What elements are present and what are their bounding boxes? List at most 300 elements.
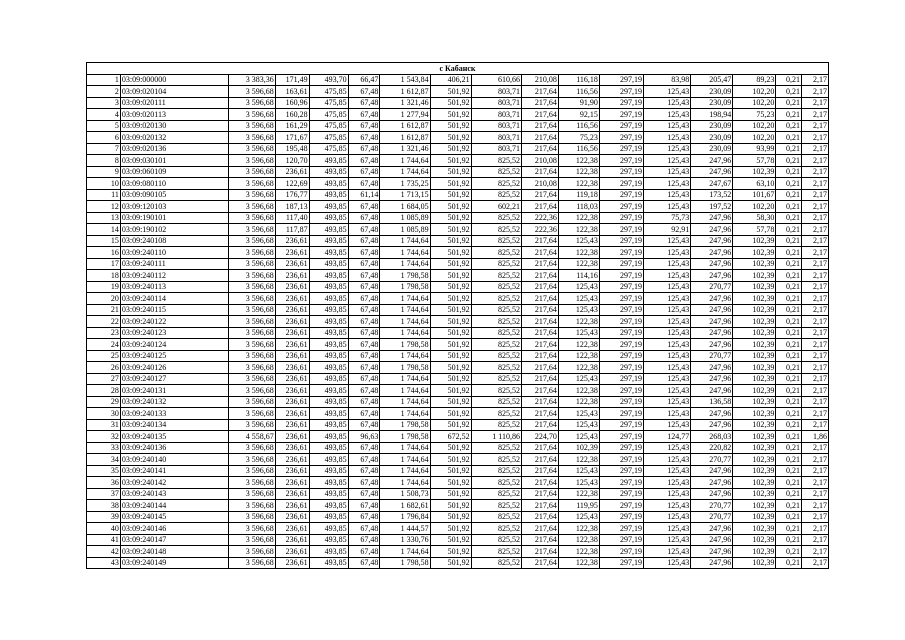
- value-cell: 825,52: [471, 500, 521, 512]
- table-row: [87, 396, 829, 408]
- value-cell: 501,92: [430, 488, 471, 500]
- cadastral-code-cell: 03:09:240131: [120, 385, 228, 397]
- value-cell: 67,48: [348, 442, 380, 454]
- value-cell: 247,96: [691, 373, 733, 385]
- value-cell: 217,64: [521, 304, 558, 316]
- value-cell: 236,61: [275, 500, 309, 512]
- value-cell: 0,21: [776, 419, 802, 431]
- value-cell: 0,21: [776, 143, 802, 155]
- value-cell: 195,48: [275, 143, 309, 155]
- value-cell: 67,48: [348, 488, 380, 500]
- value-cell: 297,19: [599, 362, 643, 374]
- table-row: [87, 201, 829, 213]
- value-cell: 3 596,68: [228, 500, 275, 512]
- value-cell: 125,43: [644, 350, 691, 362]
- value-cell: 102,39: [733, 373, 776, 385]
- value-cell: 493,85: [309, 396, 348, 408]
- table-row: [87, 120, 829, 132]
- value-cell: 236,61: [275, 258, 309, 270]
- value-cell: 217,64: [521, 557, 558, 569]
- value-cell: 493,85: [309, 546, 348, 558]
- value-cell: 2,17: [801, 212, 828, 224]
- cadastral-code-cell: 03:09:240114: [120, 293, 228, 305]
- table-row: [87, 281, 829, 293]
- value-cell: 2,17: [801, 408, 828, 420]
- value-cell: 297,19: [599, 201, 643, 213]
- value-cell: 102,39: [733, 316, 776, 328]
- value-cell: 236,61: [275, 419, 309, 431]
- value-cell: 247,96: [691, 488, 733, 500]
- value-cell: 3 596,68: [228, 396, 275, 408]
- value-cell: 67,48: [348, 247, 380, 259]
- table-body: [87, 74, 829, 569]
- row-number-cell: 26: [87, 362, 121, 374]
- cadastral-code-cell: 03:09:240112: [120, 270, 228, 282]
- value-cell: 297,19: [599, 465, 643, 477]
- value-cell: 2,17: [801, 500, 828, 512]
- value-cell: 2,17: [801, 465, 828, 477]
- value-cell: 67,48: [348, 97, 380, 109]
- value-cell: 493,85: [309, 442, 348, 454]
- value-cell: 67,48: [348, 500, 380, 512]
- row-number-cell: 38: [87, 500, 121, 512]
- cadastral-code-cell: 03:09:240146: [120, 523, 228, 535]
- value-cell: 0,21: [776, 270, 802, 282]
- value-cell: 236,61: [275, 166, 309, 178]
- table-row: [87, 212, 829, 224]
- value-cell: 247,96: [691, 385, 733, 397]
- value-cell: 3 596,68: [228, 385, 275, 397]
- cadastral-code-cell: 03:09:020111: [120, 97, 228, 109]
- value-cell: 3 596,68: [228, 189, 275, 201]
- value-cell: 2,17: [801, 339, 828, 351]
- value-cell: 493,85: [309, 235, 348, 247]
- value-cell: 1 744,64: [380, 454, 430, 466]
- table-row: [87, 235, 829, 247]
- value-cell: 217,64: [521, 327, 558, 339]
- value-cell: 0,21: [776, 304, 802, 316]
- value-cell: 236,61: [275, 281, 309, 293]
- value-cell: 125,43: [558, 293, 599, 305]
- value-cell: 67,48: [348, 477, 380, 489]
- value-cell: 1 330,76: [380, 534, 430, 546]
- value-cell: 2,17: [801, 258, 828, 270]
- value-cell: 2,17: [801, 327, 828, 339]
- value-cell: 1 543,84: [380, 74, 430, 86]
- value-cell: 125,43: [644, 258, 691, 270]
- value-cell: 236,61: [275, 557, 309, 569]
- value-cell: 224,70: [521, 431, 558, 443]
- value-cell: 297,19: [599, 155, 643, 167]
- value-cell: 125,43: [644, 201, 691, 213]
- value-cell: 236,61: [275, 235, 309, 247]
- table-row: [87, 327, 829, 339]
- row-number-cell: 43: [87, 557, 121, 569]
- value-cell: 1 744,64: [380, 327, 430, 339]
- value-cell: 124,77: [644, 431, 691, 443]
- value-cell: 2,17: [801, 350, 828, 362]
- table-row: [87, 166, 829, 178]
- value-cell: 1 744,64: [380, 373, 430, 385]
- value-cell: 0,21: [776, 224, 802, 236]
- value-cell: 3 596,68: [228, 97, 275, 109]
- value-cell: 501,92: [430, 155, 471, 167]
- value-cell: 501,92: [430, 120, 471, 132]
- value-cell: 825,52: [471, 523, 521, 535]
- value-cell: 1 321,46: [380, 97, 430, 109]
- value-cell: 0,21: [776, 557, 802, 569]
- value-cell: 102,39: [733, 477, 776, 489]
- value-cell: 3 596,68: [228, 557, 275, 569]
- value-cell: 2,17: [801, 454, 828, 466]
- value-cell: 125,43: [558, 327, 599, 339]
- value-cell: 825,52: [471, 557, 521, 569]
- value-cell: 125,43: [644, 247, 691, 259]
- value-cell: 2,17: [801, 270, 828, 282]
- table-row: [87, 304, 829, 316]
- row-number-cell: 10: [87, 178, 121, 190]
- value-cell: 236,61: [275, 350, 309, 362]
- value-cell: 217,64: [521, 316, 558, 328]
- value-cell: 119,95: [558, 500, 599, 512]
- value-cell: 297,19: [599, 86, 643, 98]
- value-cell: 2,17: [801, 385, 828, 397]
- value-cell: 247,96: [691, 546, 733, 558]
- value-cell: 501,92: [430, 224, 471, 236]
- value-cell: 217,64: [521, 442, 558, 454]
- value-cell: 118,03: [558, 201, 599, 213]
- value-cell: 236,61: [275, 327, 309, 339]
- value-cell: 493,85: [309, 523, 348, 535]
- value-cell: 0,21: [776, 454, 802, 466]
- value-cell: 125,43: [644, 534, 691, 546]
- value-cell: 67,48: [348, 212, 380, 224]
- value-cell: 66,47: [348, 74, 380, 86]
- table-row: [87, 224, 829, 236]
- value-cell: 825,52: [471, 350, 521, 362]
- value-cell: 125,43: [644, 293, 691, 305]
- cadastral-code-cell: 03:09:080110: [120, 178, 228, 190]
- value-cell: 125,43: [644, 373, 691, 385]
- value-cell: 297,19: [599, 143, 643, 155]
- table-title-row: [87, 63, 829, 75]
- cadastral-code-cell: 03:09:190101: [120, 212, 228, 224]
- value-cell: 125,43: [644, 442, 691, 454]
- value-cell: 247,96: [691, 235, 733, 247]
- value-cell: 102,39: [733, 500, 776, 512]
- value-cell: 236,61: [275, 247, 309, 259]
- value-cell: 803,71: [471, 109, 521, 121]
- value-cell: 2,17: [801, 293, 828, 305]
- value-cell: 230,09: [691, 86, 733, 98]
- value-cell: 825,52: [471, 178, 521, 190]
- row-number-cell: 35: [87, 465, 121, 477]
- cadastral-code-cell: 03:09:120103: [120, 201, 228, 213]
- cadastral-code-cell: 03:09:030101: [120, 155, 228, 167]
- value-cell: 1 612,87: [380, 120, 430, 132]
- value-cell: 125,43: [558, 304, 599, 316]
- value-cell: 501,92: [430, 396, 471, 408]
- value-cell: 125,43: [644, 316, 691, 328]
- value-cell: 297,19: [599, 178, 643, 190]
- value-cell: 102,20: [733, 201, 776, 213]
- value-cell: 217,64: [521, 465, 558, 477]
- row-number-cell: 23: [87, 327, 121, 339]
- value-cell: 236,61: [275, 385, 309, 397]
- value-cell: 3 596,68: [228, 201, 275, 213]
- value-cell: 2,17: [801, 74, 828, 86]
- value-cell: 0,21: [776, 155, 802, 167]
- value-cell: 67,48: [348, 258, 380, 270]
- value-cell: 493,85: [309, 212, 348, 224]
- value-cell: 1 744,64: [380, 316, 430, 328]
- cadastral-code-cell: 03:09:240111: [120, 258, 228, 270]
- value-cell: 125,43: [644, 511, 691, 523]
- value-cell: 3 596,68: [228, 281, 275, 293]
- value-cell: 171,49: [275, 74, 309, 86]
- value-cell: 501,92: [430, 454, 471, 466]
- value-cell: 247,96: [691, 270, 733, 282]
- value-cell: 102,39: [733, 235, 776, 247]
- row-number-cell: 6: [87, 132, 121, 144]
- row-number-cell: 40: [87, 523, 121, 535]
- table-row: [87, 557, 829, 569]
- value-cell: 122,38: [558, 362, 599, 374]
- value-cell: 825,52: [471, 385, 521, 397]
- value-cell: 122,69: [275, 178, 309, 190]
- value-cell: 0,21: [776, 488, 802, 500]
- value-cell: 102,39: [733, 350, 776, 362]
- value-cell: 67,48: [348, 166, 380, 178]
- value-cell: 493,85: [309, 431, 348, 443]
- value-cell: 173,52: [691, 189, 733, 201]
- value-cell: 501,92: [430, 419, 471, 431]
- value-cell: 501,92: [430, 270, 471, 282]
- cadastral-code-cell: 03:09:240147: [120, 534, 228, 546]
- value-cell: 122,38: [558, 166, 599, 178]
- cadastral-code-cell: 03:09:060109: [120, 166, 228, 178]
- value-cell: 2,17: [801, 86, 828, 98]
- value-cell: 122,38: [558, 247, 599, 259]
- value-cell: 102,39: [733, 362, 776, 374]
- value-cell: 67,48: [348, 419, 380, 431]
- row-number-cell: 21: [87, 304, 121, 316]
- table-row: [87, 454, 829, 466]
- value-cell: 217,64: [521, 97, 558, 109]
- value-cell: 0,21: [776, 235, 802, 247]
- value-cell: 217,64: [521, 396, 558, 408]
- cadastral-code-cell: 03:09:240145: [120, 511, 228, 523]
- value-cell: 501,92: [430, 373, 471, 385]
- value-cell: 825,52: [471, 488, 521, 500]
- value-cell: 217,64: [521, 270, 558, 282]
- value-cell: 236,61: [275, 488, 309, 500]
- row-number-cell: 29: [87, 396, 121, 408]
- value-cell: 0,21: [776, 327, 802, 339]
- value-cell: 67,48: [348, 339, 380, 351]
- table-row: [87, 477, 829, 489]
- value-cell: 236,61: [275, 442, 309, 454]
- value-cell: 297,19: [599, 442, 643, 454]
- value-cell: 1 798,58: [380, 270, 430, 282]
- value-cell: 247,67: [691, 178, 733, 190]
- value-cell: 297,19: [599, 247, 643, 259]
- value-cell: 501,92: [430, 235, 471, 247]
- value-cell: 297,19: [599, 189, 643, 201]
- cadastral-code-cell: 03:09:240126: [120, 362, 228, 374]
- value-cell: 1 798,58: [380, 557, 430, 569]
- value-cell: 3 596,68: [228, 465, 275, 477]
- table-row: [87, 523, 829, 535]
- value-cell: 102,39: [733, 258, 776, 270]
- value-cell: 125,43: [644, 120, 691, 132]
- value-cell: 102,39: [733, 166, 776, 178]
- value-cell: 125,43: [558, 419, 599, 431]
- value-cell: 825,52: [471, 247, 521, 259]
- table-row: [87, 258, 829, 270]
- value-cell: 236,61: [275, 304, 309, 316]
- cadastral-code-cell: 03:09:240133: [120, 408, 228, 420]
- value-cell: 217,64: [521, 385, 558, 397]
- value-cell: 125,43: [644, 304, 691, 316]
- value-cell: 493,70: [309, 74, 348, 86]
- row-number-cell: 3: [87, 97, 121, 109]
- table-row: [87, 132, 829, 144]
- value-cell: 501,92: [430, 132, 471, 144]
- table-row: [87, 350, 829, 362]
- value-cell: 501,92: [430, 304, 471, 316]
- value-cell: 102,39: [733, 523, 776, 535]
- value-cell: 187,13: [275, 201, 309, 213]
- row-number-cell: 25: [87, 350, 121, 362]
- value-cell: 2,17: [801, 523, 828, 535]
- value-cell: 57,78: [733, 224, 776, 236]
- value-cell: 3 596,68: [228, 212, 275, 224]
- value-cell: 247,96: [691, 362, 733, 374]
- value-cell: 1 682,61: [380, 500, 430, 512]
- value-cell: 825,52: [471, 408, 521, 420]
- value-cell: 493,85: [309, 477, 348, 489]
- value-cell: 119,18: [558, 189, 599, 201]
- value-cell: 247,96: [691, 523, 733, 535]
- value-cell: 67,48: [348, 201, 380, 213]
- value-cell: 825,52: [471, 235, 521, 247]
- value-cell: 247,96: [691, 534, 733, 546]
- value-cell: 67,48: [348, 350, 380, 362]
- value-cell: 501,92: [430, 477, 471, 489]
- value-cell: 67,48: [348, 293, 380, 305]
- value-cell: 125,43: [644, 488, 691, 500]
- value-cell: 3 596,68: [228, 304, 275, 316]
- value-cell: 493,85: [309, 408, 348, 420]
- value-cell: 493,85: [309, 281, 348, 293]
- value-cell: 67,48: [348, 465, 380, 477]
- value-cell: 247,96: [691, 258, 733, 270]
- value-cell: 1 110,86: [471, 431, 521, 443]
- value-cell: 0,21: [776, 109, 802, 121]
- value-cell: 0,21: [776, 511, 802, 523]
- value-cell: 297,19: [599, 546, 643, 558]
- value-cell: 1 744,64: [380, 247, 430, 259]
- value-cell: 125,43: [644, 327, 691, 339]
- value-cell: 217,64: [521, 408, 558, 420]
- value-cell: 125,43: [644, 97, 691, 109]
- value-cell: 92,91: [644, 224, 691, 236]
- value-cell: 122,38: [558, 155, 599, 167]
- value-cell: 3 596,68: [228, 511, 275, 523]
- value-cell: 2,17: [801, 201, 828, 213]
- value-cell: 125,43: [644, 419, 691, 431]
- value-cell: 825,52: [471, 281, 521, 293]
- value-cell: 217,64: [521, 109, 558, 121]
- value-cell: 67,48: [348, 327, 380, 339]
- value-cell: 0,21: [776, 74, 802, 86]
- value-cell: 247,96: [691, 557, 733, 569]
- value-cell: 0,21: [776, 350, 802, 362]
- row-number-cell: 14: [87, 224, 121, 236]
- value-cell: 1 796,84: [380, 511, 430, 523]
- value-cell: 825,52: [471, 454, 521, 466]
- value-cell: 236,61: [275, 431, 309, 443]
- value-cell: 0,21: [776, 500, 802, 512]
- value-cell: 493,85: [309, 534, 348, 546]
- value-cell: 3 596,68: [228, 235, 275, 247]
- row-number-cell: 31: [87, 419, 121, 431]
- value-cell: 297,19: [599, 419, 643, 431]
- value-cell: 0,21: [776, 385, 802, 397]
- value-cell: 116,56: [558, 120, 599, 132]
- value-cell: 297,19: [599, 304, 643, 316]
- row-number-cell: 20: [87, 293, 121, 305]
- value-cell: 493,85: [309, 270, 348, 282]
- cadastral-code-cell: 03:09:240141: [120, 465, 228, 477]
- value-cell: 67,48: [348, 304, 380, 316]
- value-cell: 217,64: [521, 143, 558, 155]
- value-cell: 67,48: [348, 546, 380, 558]
- row-number-cell: 42: [87, 546, 121, 558]
- value-cell: 136,58: [691, 396, 733, 408]
- row-number-cell: 39: [87, 511, 121, 523]
- value-cell: 3 383,36: [228, 74, 275, 86]
- row-number-cell: 9: [87, 166, 121, 178]
- table-row: [87, 431, 829, 443]
- value-cell: 493,85: [309, 189, 348, 201]
- value-cell: 297,19: [599, 477, 643, 489]
- value-cell: 297,19: [599, 281, 643, 293]
- row-number-cell: 19: [87, 281, 121, 293]
- value-cell: 236,61: [275, 477, 309, 489]
- value-cell: 2,17: [801, 166, 828, 178]
- value-cell: 493,85: [309, 488, 348, 500]
- value-cell: 1 744,64: [380, 155, 430, 167]
- value-cell: 1 798,58: [380, 339, 430, 351]
- value-cell: 122,38: [558, 534, 599, 546]
- value-cell: 236,61: [275, 316, 309, 328]
- value-cell: 1 744,64: [380, 477, 430, 489]
- value-cell: 1 444,57: [380, 523, 430, 535]
- value-cell: 3 596,68: [228, 132, 275, 144]
- value-cell: 475,85: [309, 120, 348, 132]
- value-cell: 247,96: [691, 293, 733, 305]
- value-cell: 102,20: [733, 132, 776, 144]
- value-cell: 125,43: [644, 281, 691, 293]
- value-cell: 825,52: [471, 362, 521, 374]
- value-cell: 67,48: [348, 385, 380, 397]
- value-cell: 3 596,68: [228, 327, 275, 339]
- value-cell: 210,08: [521, 155, 558, 167]
- value-cell: 297,19: [599, 396, 643, 408]
- value-cell: 501,92: [430, 350, 471, 362]
